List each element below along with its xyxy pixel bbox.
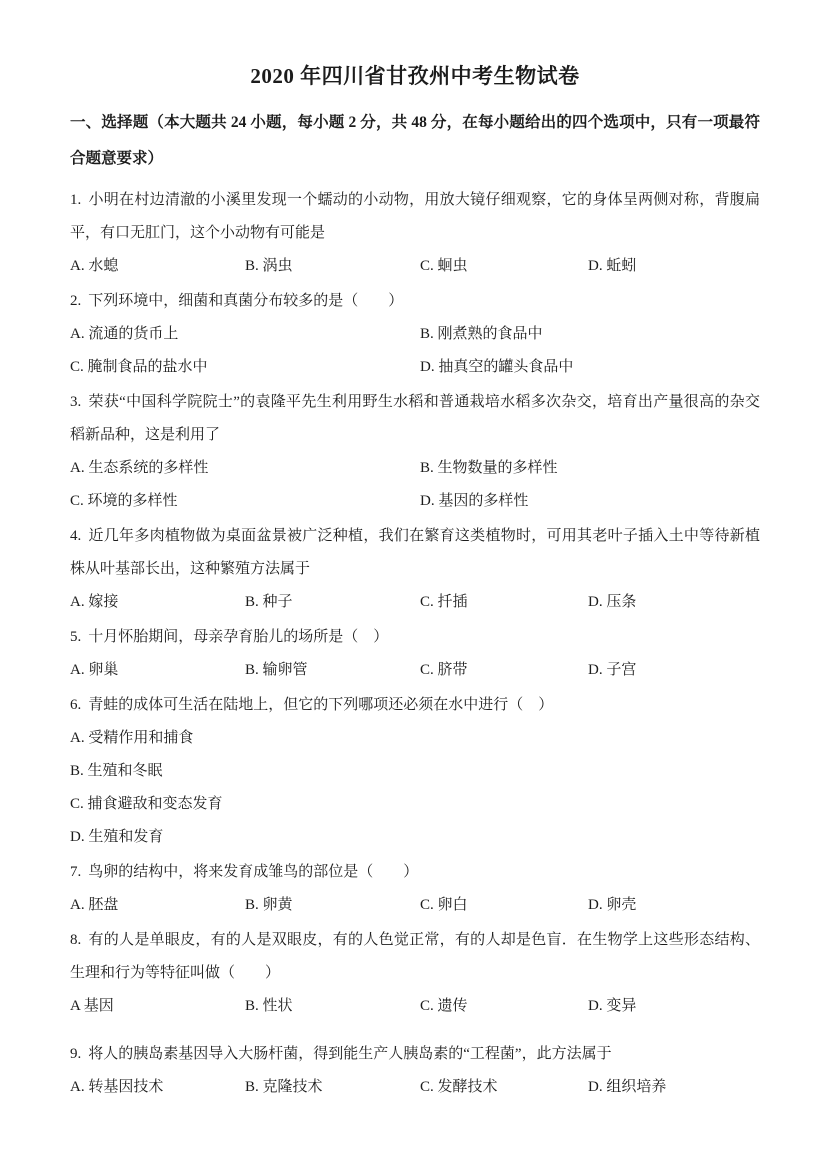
option-c: C. 蛔虫 [420, 258, 468, 274]
option-d: D. 子宫 [588, 662, 637, 678]
options-row [70, 889, 760, 922]
option-a: A. 卵巢 [70, 662, 119, 678]
question-number: 8. [70, 932, 82, 948]
option-d: D. 卵壳 [588, 897, 637, 913]
option-d: D. 组织培养 [588, 1079, 667, 1095]
options-grid [70, 318, 760, 384]
question-body: 青蛙的成体可生活在陆地上，但它的下列哪项还必须在水中进行（ ） [88, 697, 554, 713]
question-1 [70, 184, 760, 283]
question-body: 下列环境中，细菌和真菌分布较多的是（ ） [88, 293, 404, 309]
question-6 [70, 689, 760, 854]
question-text [70, 520, 760, 586]
question-text [70, 924, 760, 990]
option-b: B. 性状 [245, 998, 293, 1014]
question-body: 将人的胰岛素基因导入大肠杆菌，得到能生产人胰岛素的“工程菌”，此方法属于 [88, 1046, 612, 1062]
question-text [70, 689, 760, 722]
question-text [70, 386, 760, 452]
question-body: 有的人是单眼皮，有的人是双眼皮，有的人色觉正常，有的人却是色盲．在生物学上这些形态结构、生理和行为等特征叫做（ ） [70, 932, 760, 981]
option-c: C. 遗传 [420, 998, 468, 1014]
options-row [70, 250, 760, 283]
options-row [70, 654, 760, 687]
page-title: 2020 年四川省甘孜州中考生物试卷 [250, 64, 580, 88]
question-9 [70, 1038, 760, 1104]
question-2 [70, 285, 760, 384]
question-text [70, 1038, 760, 1071]
option-b: B. 输卵管 [245, 662, 308, 678]
question-number: 5. [70, 629, 82, 645]
option-d: D. 基因的多样性 [420, 493, 529, 509]
option-d: D. 蚯蚓 [588, 258, 637, 274]
question-8 [70, 924, 760, 1023]
question-number: 9. [70, 1046, 82, 1062]
question-number: 2. [70, 293, 82, 309]
option-a: A. 胚盘 [70, 897, 119, 913]
question-number: 6. [70, 697, 82, 713]
option-a: A. 嫁接 [70, 594, 119, 610]
options-row [70, 1071, 760, 1104]
option-c: C. 环境的多样性 [70, 493, 178, 509]
option-c: C. 卵白 [420, 897, 468, 913]
options-list [70, 722, 760, 854]
option-b: B. 刚煮熟的食品中 [420, 326, 543, 342]
option-d: D. 变异 [588, 998, 637, 1014]
question-4 [70, 520, 760, 619]
question-body: 小明在村边清澈的小溪里发现一个蠕动的小动物，用放大镜仔细观察，它的身体呈两侧对称，背腹扁平，有口无肛门，这个小动物有可能是 [70, 192, 760, 241]
option-a: A 基因 [70, 998, 114, 1014]
option-c: C. 发酵技术 [420, 1079, 498, 1095]
options-grid [70, 452, 760, 518]
option-a: A. 受精作用和捕食 [70, 730, 194, 746]
option-a: A. 流通的货币上 [70, 326, 179, 342]
question-body: 近几年多肉植物做为桌面盆景被广泛种植，我们在繁育这类植物时，可用其老叶子插入土中等待新植株从叶基部长出，这种繁殖方法属于 [70, 528, 760, 577]
section-header: 一、选择题（本大题共 24 小题，每小题 2 分，共 48 分，在每小题给出的四个选项中，只有一项最符合题意要求） [70, 114, 760, 167]
option-d: D. 抽真空的罐头食品中 [420, 359, 574, 375]
question-text [70, 285, 760, 318]
question-body: 鸟卵的结构中，将来发育成雏鸟的部位是（ ） [88, 864, 419, 880]
question-text [70, 856, 760, 889]
option-b: B. 生物数量的多样性 [420, 460, 558, 476]
question-body: 荣获“中国科学院院士”的袁隆平先生利用野生水稻和普通栽培水稻多次杂交，培育出产量很高的杂交稻新品种，这是利用了 [70, 394, 760, 443]
option-b: B. 涡虫 [245, 258, 293, 274]
option-a: A. 生态系统的多样性 [70, 460, 209, 476]
option-d: D. 生殖和发育 [70, 829, 164, 845]
option-c: C. 腌制食品的盐水中 [70, 359, 208, 375]
option-c: C. 脐带 [420, 662, 468, 678]
question-number: 4. [70, 528, 82, 544]
question-number: 1. [70, 192, 82, 208]
option-b: B. 克隆技术 [245, 1079, 323, 1095]
option-a: A. 转基因技术 [70, 1079, 164, 1095]
option-b: B. 卵黄 [245, 897, 293, 913]
option-c: C. 捕食避敌和变态发育 [70, 796, 223, 812]
option-d: D. 压条 [588, 594, 637, 610]
option-c: C. 扦插 [420, 594, 468, 610]
question-text [70, 184, 760, 250]
question-number: 7. [70, 864, 82, 880]
question-3 [70, 386, 760, 518]
question-5 [70, 621, 760, 687]
options-row [70, 990, 760, 1023]
question-text [70, 621, 760, 654]
question-body: 十月怀胎期间，母亲孕育胎儿的场所是（ ） [88, 629, 389, 645]
question-number: 3. [70, 394, 82, 410]
question-7 [70, 856, 760, 922]
option-b: B. 生殖和冬眠 [70, 763, 163, 779]
options-row [70, 586, 760, 619]
option-b: B. 种子 [245, 594, 293, 610]
option-a: A. 水螅 [70, 258, 119, 274]
